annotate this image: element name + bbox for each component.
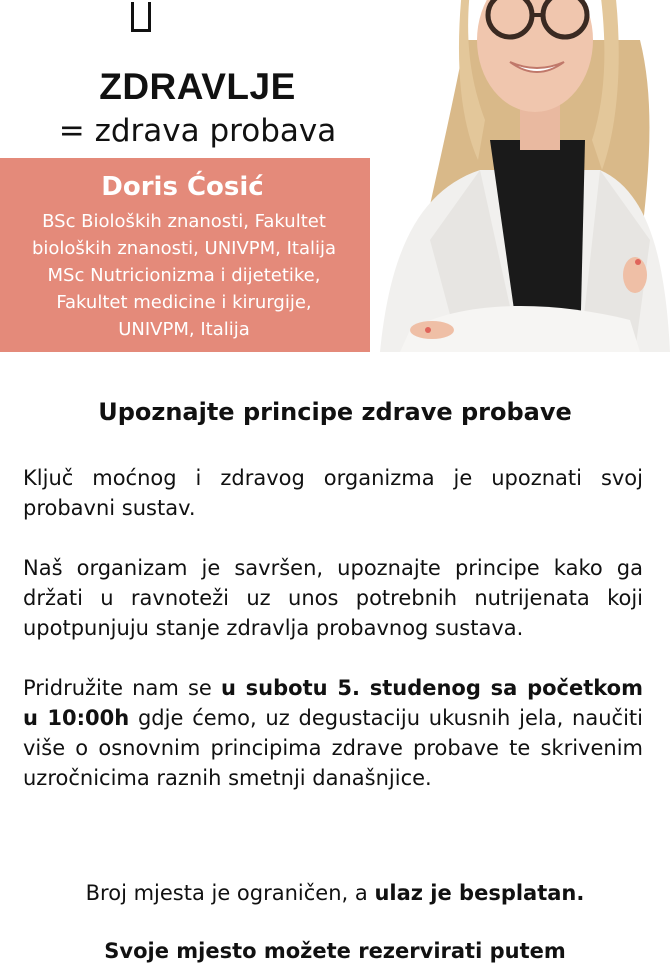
- paragraph-intro: Ključ moćnog i zdravog organizma je upoznati svoj probavni sustav.: [23, 466, 643, 520]
- presenter-credentials: [0, 208, 368, 343]
- missing-glyph-icon: [131, 2, 151, 32]
- credential-line: bioloških znanosti, UNIVPM, Italija: [31, 238, 337, 259]
- page-subtitle: = zdrava probava: [58, 113, 337, 149]
- invitation-text: Pridružite nam se: [23, 676, 221, 700]
- reservation-notice: Svoje mjesto možete rezervirati putem: [104, 939, 566, 963]
- credential-line: BSc Bioloških znanosti, Fakultet: [42, 211, 326, 232]
- presenter-name: Doris Ćosić: [101, 172, 264, 202]
- credential-line: Fakultet medicine i kirurgije,: [56, 292, 312, 313]
- credential-line: MSc Nutricionizma i dijetetike,: [47, 265, 321, 286]
- seats-text: Broj mjesta je ograničen, a: [85, 881, 375, 905]
- free-entry-text: ulaz je besplatan.: [374, 881, 585, 905]
- paragraph-invitation: [23, 673, 643, 793]
- seats-notice: [0, 881, 670, 905]
- invitation-text-rest: gdje ćemo, uz degustaciju ukusnih jela, naučiti više o osnovnim principima zdrave probave te skrivenim uzročnicima raznih smetnji današnjice.: [23, 706, 643, 790]
- hero-banner: [0, 0, 670, 352]
- event-date-time: u subotu 5. studenog sa početkom u 10:00h: [23, 676, 643, 730]
- presenter-photo: [370, 0, 670, 352]
- page-title: ZDRAVLJE: [99, 66, 296, 107]
- section-heading: Upoznajte principe zdrave probave: [98, 398, 572, 426]
- credential-line: UNIVPM, Italija: [118, 319, 250, 340]
- paragraph-organism: Naš organizam je savršen, upoznajte principe kako ga držati u ravnoteži uz unos potrebnih nutrijenata koji upotpunjuju stanje zdravlja probavnog sustava.: [23, 556, 643, 640]
